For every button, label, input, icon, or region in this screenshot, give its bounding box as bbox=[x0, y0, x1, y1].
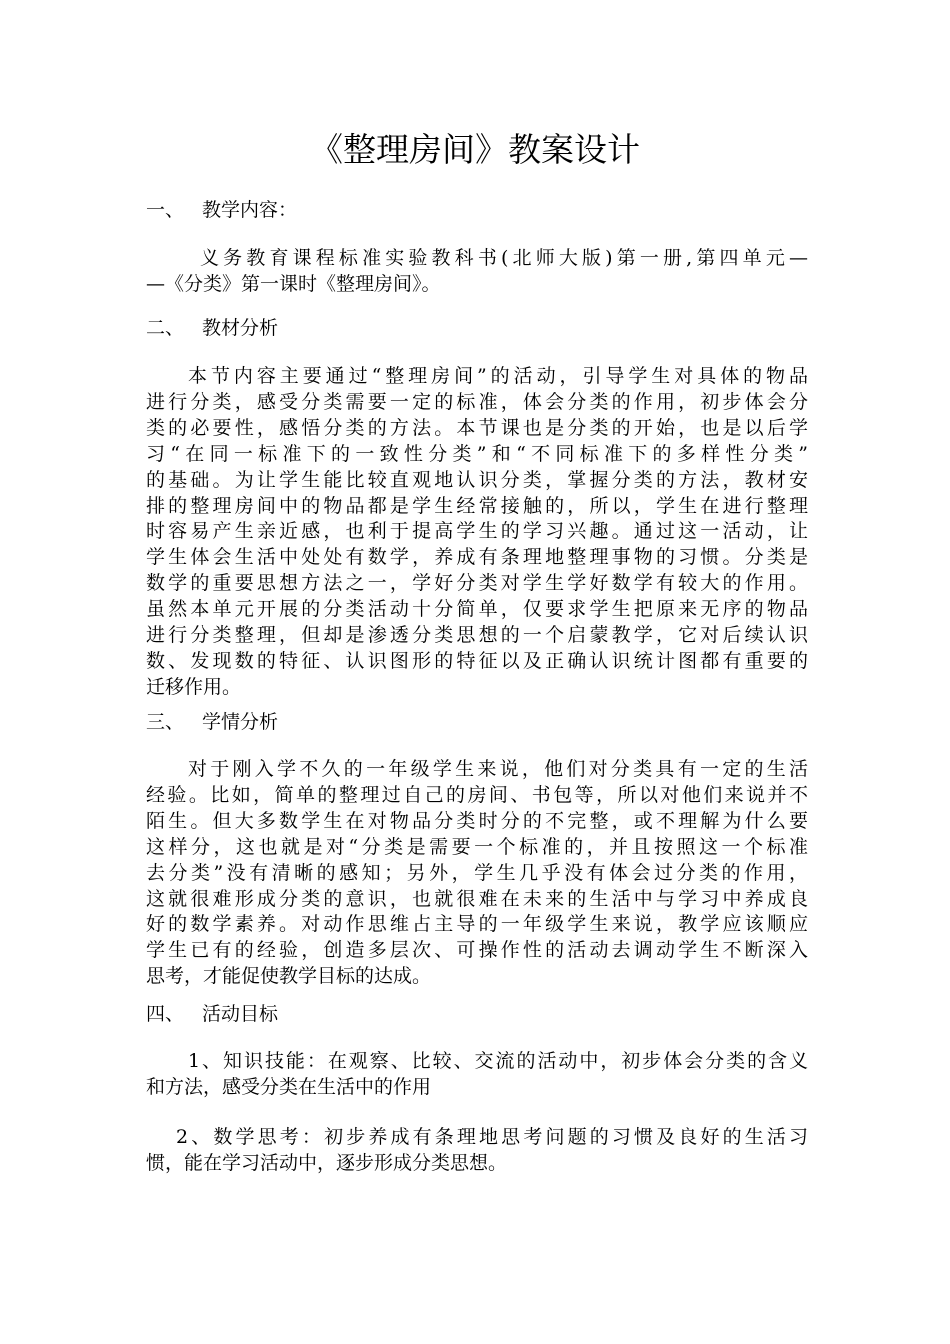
paragraph-line: 进行分类，感受分类需要一定的标准，体会分类的作用，初步体会分 bbox=[146, 390, 808, 413]
paragraph-line: 数学的重要思想方法之一，学好分类对学生学好数学有较大的作用。 bbox=[146, 572, 808, 595]
paragraph-line: 本节内容主要通过“整理房间”的活动，引导学生对具体的物品 bbox=[188, 365, 808, 387]
paragraph-line: 对于刚入学不久的一年级学生来说，他们对分类具有一定的生活 bbox=[188, 758, 808, 780]
section-heading-4 bbox=[146, 1001, 278, 1027]
paragraph-line: 经验。比如，简单的整理过自己的房间、书包等，所以对他们来说并不 bbox=[146, 783, 808, 806]
section-heading-text: 活动目标 bbox=[202, 1003, 279, 1025]
paragraph-line: 进行分类整理，但却是渗透分类思想的一个启蒙教学，它对后续认识 bbox=[146, 624, 808, 647]
section-number: 一、 bbox=[146, 199, 185, 221]
paragraph-line: 类的必要性，感悟分类的方法。本节课也是分类的开始，也是以后学 bbox=[146, 416, 808, 439]
paragraph-line: 去分类”没有清晰的感知；另外，学生几乎没有体会过分类的作用， bbox=[146, 861, 808, 884]
paragraph-line: 思考，才能促使教学目标的达成。 bbox=[146, 965, 432, 988]
paragraph-line: 虽然本单元开展的分类活动十分简单，仅要求学生把原来无序的物品 bbox=[146, 598, 808, 621]
section-number: 二、 bbox=[146, 317, 185, 339]
paragraph-line: 这就很难形成分类的意识，也就很难在未来的生活中与学习中养成良 bbox=[146, 887, 808, 910]
paragraph-line: 2、数学思考：初步养成有条理地思考问题的习惯及良好的生活习 bbox=[176, 1126, 808, 1148]
document-title: 《整理房间》教案设计 bbox=[310, 130, 640, 169]
paragraph-line: 好的数学素养。对动作思维占主导的一年级学生来说，教学应该顺应 bbox=[146, 913, 808, 936]
paragraph-line: 的基础。为让学生能比较直观地认识分类，掌握分类的方法，教材安 bbox=[146, 468, 808, 491]
section-heading-text: 学情分析 bbox=[202, 711, 279, 733]
paragraph-line: 这样分，这也就是对“分类是需要一个标准的，并且按照这一个标准 bbox=[146, 835, 808, 858]
paragraph-line: 1、知识技能：在观察、比较、交流的活动中，初步体会分类的含义 bbox=[188, 1050, 808, 1072]
section-heading-1 bbox=[146, 197, 297, 223]
paragraph-line: 惯，能在学习活动中，逐步形成分类思想。 bbox=[146, 1151, 508, 1174]
section-heading-3 bbox=[146, 709, 278, 735]
paragraph-line: 习“在同一标准下的一致性分类”和“不同标准下的多样性分类” bbox=[146, 442, 808, 465]
section-number: 三、 bbox=[146, 711, 185, 733]
paragraph-line: 学生体会生活中处处有数学，养成有条理地整理事物的习惯。分类是 bbox=[146, 546, 808, 569]
section-heading-text: 教材分析 bbox=[202, 317, 279, 339]
paragraph-line: 排的整理房间中的物品都是学生经常接触的，所以，学生在进行整理 bbox=[146, 494, 808, 517]
paragraph-line: —《分类》第一课时《整理房间》。 bbox=[146, 272, 441, 295]
section-heading-text: 教学内容： bbox=[202, 199, 298, 221]
paragraph-line: 迁移作用。 bbox=[146, 675, 242, 698]
paragraph-line: 陌生。但大多数学生在对物品分类时分的不完整，或不理解为什么要 bbox=[146, 809, 808, 832]
paragraph-line: 和方法，感受分类在生活中的作用 bbox=[146, 1075, 432, 1098]
paragraph-line: 义务教育课程标准实验教科书(北师大版)第一册,第四单元— bbox=[200, 247, 808, 269]
paragraph-student-analysis bbox=[146, 757, 808, 990]
paragraph-line: 学生已有的经验，创造多层次、可操作性的活动去调动学生不断深入 bbox=[146, 939, 808, 962]
paragraph-goal-thinking bbox=[146, 1125, 808, 1177]
paragraph-goal-knowledge bbox=[146, 1049, 808, 1101]
paragraph-teaching-content bbox=[146, 246, 808, 298]
paragraph-material-analysis bbox=[146, 364, 808, 701]
paragraph-line: 时容易产生亲近感，也利于提高学生的学习兴趣。通过这一活动，让 bbox=[146, 520, 808, 543]
section-number: 四、 bbox=[146, 1003, 185, 1025]
section-heading-2 bbox=[146, 315, 278, 341]
paragraph-line: 数、发现数的特征、认识图形的特征以及正确认识统计图都有重要的 bbox=[146, 649, 808, 672]
